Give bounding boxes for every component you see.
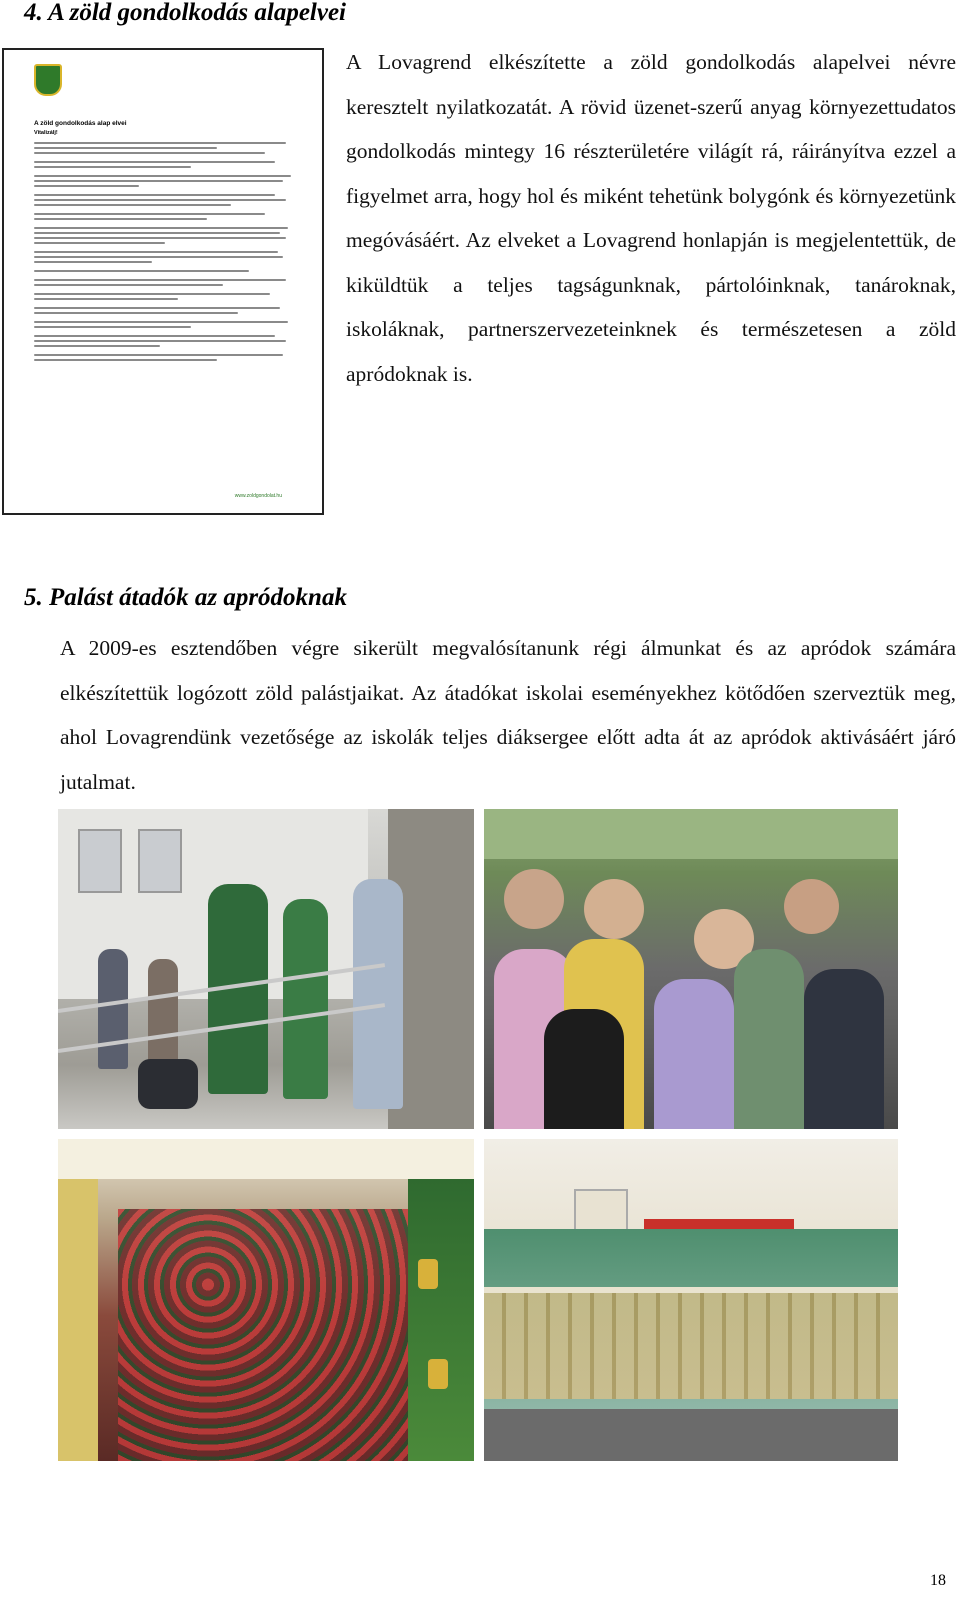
page-number: 18 xyxy=(930,1572,946,1589)
photo-pupils-outdoors xyxy=(484,809,898,1129)
leaflet-url: www.zoldgondolat.hu xyxy=(234,493,282,499)
leaflet-text-lines xyxy=(34,142,296,368)
section-5-paragraph: A 2009-es esztendőben végre sikerült megvalósítanunk régi álmunkat és az apródok számára elkészítettük logózott zöld palástjaikat. Az átadókat iskolai eseményekhez kötődően szerveztük meg, ahol Lovagrendünk vezetősége az iskolák teljes diáksergee előtt adta át az apródok aktivásáért járó jutalmat. xyxy=(60,636,956,794)
leaflet-title: A zöld gondolkodás alap elvei xyxy=(34,120,127,127)
photo-pupils-on-stage xyxy=(484,1139,898,1461)
leaflet-subtitle: Vitalizálj! xyxy=(34,130,58,136)
leaflet-thumbnail xyxy=(2,48,324,515)
section-4-paragraph: A Lovagrend elkészítette a zöld gondolkodás alapelvei névre keresztelt nyilatkozatát. A rövid üzenet-szerű anyag környezettudatos gondolkodás mintegy 16 részterületére világít rá, ráirányítva ezzel a figyelmet arra, hogy hol és miként tehetünk bolygónk és környezetünk megóvásáért. Az elveket a Lovagrend honlapján is megjelentettük, de kiküldtük a teljes tagságunknak, pártolóinknak, tanároknak, iskoláknak, partnerszervezeteinknek és természetesen a zöld apródoknak is. xyxy=(346,50,956,386)
photo-cloak-handover-entrance xyxy=(58,809,474,1129)
section-4-heading: 4. A zöld gondolkodás alapelvei xyxy=(24,0,346,26)
photo-school-hall-crowd xyxy=(58,1139,474,1461)
crest-icon xyxy=(34,64,62,96)
section-5-heading: 5. Palást átadók az apródoknak xyxy=(24,584,347,611)
